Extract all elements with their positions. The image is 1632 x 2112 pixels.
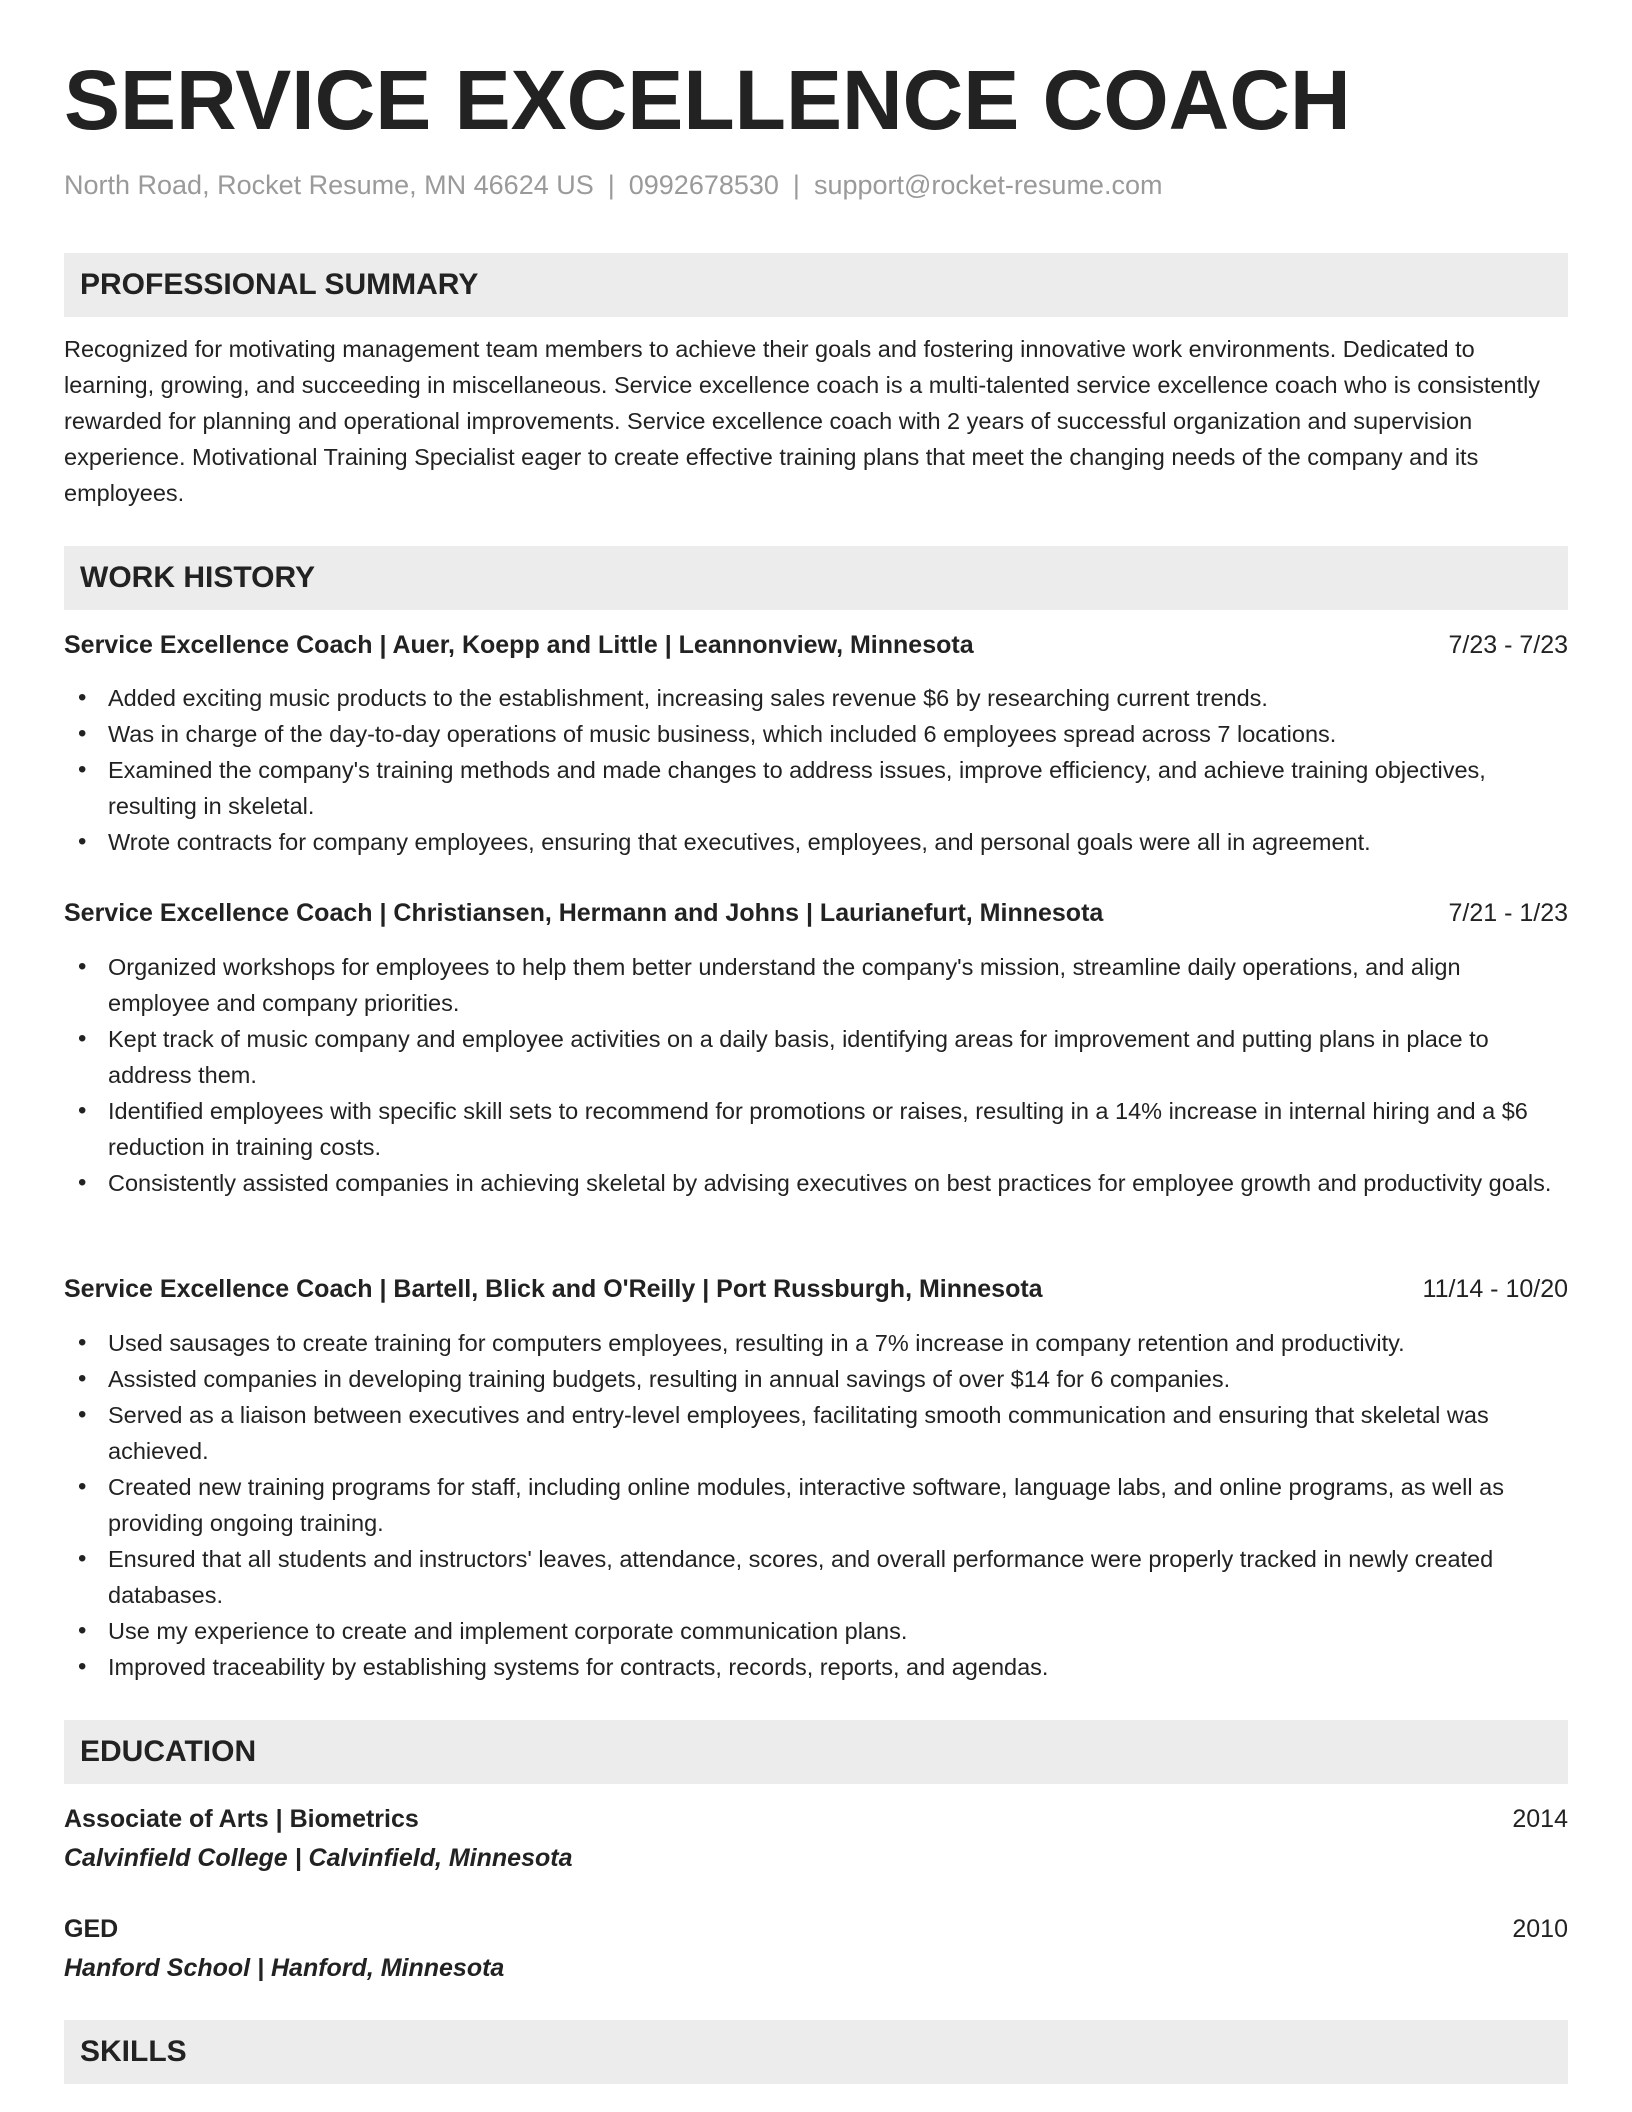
contact-separator: |: [792, 170, 800, 200]
list-item: • Created new training programs for staff, including online modules, interactive software, language labs, and online programs, as well as providing ongoing training.: [64, 1469, 1568, 1541]
job-header: [64, 627, 1568, 663]
job-dates: 11/14 - 10/20: [1422, 1275, 1568, 1303]
phone: 0992678530: [628, 170, 779, 200]
section-header-education: EDUCATION: [64, 1720, 1568, 1784]
education-degree: GED: [64, 1915, 119, 1943]
job-title: Service Excellence Coach | Christiansen, Hermann and Johns | Laurianefurt, Minnesota: [64, 899, 1104, 927]
section-header-skills: SKILLS: [64, 2020, 1568, 2084]
list-item: • Organized workshops for employees to help them better understand the company's mission, streamline daily operations, and align employee and company priorities.: [64, 949, 1568, 1021]
job-header: [64, 895, 1568, 931]
list-item: • Use my experience to create and implement corporate communication plans.: [64, 1613, 1568, 1649]
email: support@rocket-resume.com: [813, 170, 1163, 200]
contact-line: [64, 170, 1162, 201]
education-year: 2014: [1512, 1805, 1568, 1833]
list-item: • Consistently assisted companies in achieving skeletal by advising executives on best practices for employee growth and productivity goals.: [64, 1165, 1568, 1201]
list-item: • Used sausages to create training for computers employees, resulting in a 7% increase in company retention and productivity.: [64, 1325, 1568, 1361]
job-bullets: [64, 1325, 1568, 1685]
education-school: Hanford School | Hanford, Minnesota: [64, 1954, 505, 1982]
contact-separator: |: [607, 170, 615, 200]
education-school: Calvinfield College | Calvinfield, Minnesota: [64, 1844, 573, 1872]
address: North Road, Rocket Resume, MN 46624 US: [64, 170, 594, 200]
list-item: • Identified employees with specific skill sets to recommend for promotions or raises, resulting in a 14% increase in internal hiring and a $6 reduction in training costs.: [64, 1093, 1568, 1165]
section-header-summary: PROFESSIONAL SUMMARY: [64, 253, 1568, 317]
list-item: • Kept track of music company and employee activities on a daily basis, identifying areas for improvement and putting plans in place to address them.: [64, 1021, 1568, 1093]
job-bullets: [64, 949, 1568, 1201]
list-item: • Ensured that all students and instructors' leaves, attendance, scores, and overall performance were properly tracked in newly created databases.: [64, 1541, 1568, 1613]
list-item: • Assisted companies in developing training budgets, resulting in annual savings of over $14 for 6 companies.: [64, 1361, 1568, 1397]
job-dates: 7/23 - 7/23: [1448, 631, 1568, 659]
list-item: • Served as a liaison between executives and entry-level employees, facilitating smooth communication and ensuring that skeletal was achieved.: [64, 1397, 1568, 1469]
job-bullets: [64, 680, 1568, 860]
job-header: [64, 1271, 1568, 1307]
section-header-work-history: WORK HISTORY: [64, 546, 1568, 610]
job-title: Service Excellence Coach | Bartell, Blick and O'Reilly | Port Russburgh, Minnesota: [64, 1275, 1043, 1303]
candidate-name: SERVICE EXCELLENCE COACH: [64, 53, 1351, 147]
summary-text: Recognized for motivating management team members to achieve their goals and fostering innovative work environments. Dedicated to learning, growing, and succeeding in miscellaneous. Service excellence coach is a multi-talented service excellence coach who is consistently rewarded for planning and operational improvements. Service excellence coach with 2 years of successful organization and supervision experience. Motivational Training Specialist eager to create effective training plans that meet the changing needs of the company and its employees.: [64, 336, 1541, 506]
list-item: • Improved traceability by establishing systems for contracts, records, reports, and agendas.: [64, 1649, 1568, 1685]
list-item: • Was in charge of the day-to-day operations of music business, which included 6 employees spread across 7 locations.: [64, 716, 1568, 752]
list-item: • Examined the company's training methods and made changes to address issues, improve efficiency, and achieve training objectives, resulting in skeletal.: [64, 752, 1568, 824]
list-item: • Added exciting music products to the establishment, increasing sales revenue $6 by researching current trends.: [64, 680, 1568, 716]
education-year: 2010: [1512, 1915, 1568, 1943]
job-title: Service Excellence Coach | Auer, Koepp and Little | Leannonview, Minnesota: [64, 631, 974, 659]
education-header: [64, 1801, 1568, 1837]
list-item: • Wrote contracts for company employees, ensuring that executives, employees, and personal goals were all in agreement.: [64, 824, 1568, 860]
job-dates: 7/21 - 1/23: [1448, 899, 1568, 927]
education-header: [64, 1911, 1568, 1947]
education-degree: Associate of Arts | Biometrics: [64, 1805, 419, 1833]
